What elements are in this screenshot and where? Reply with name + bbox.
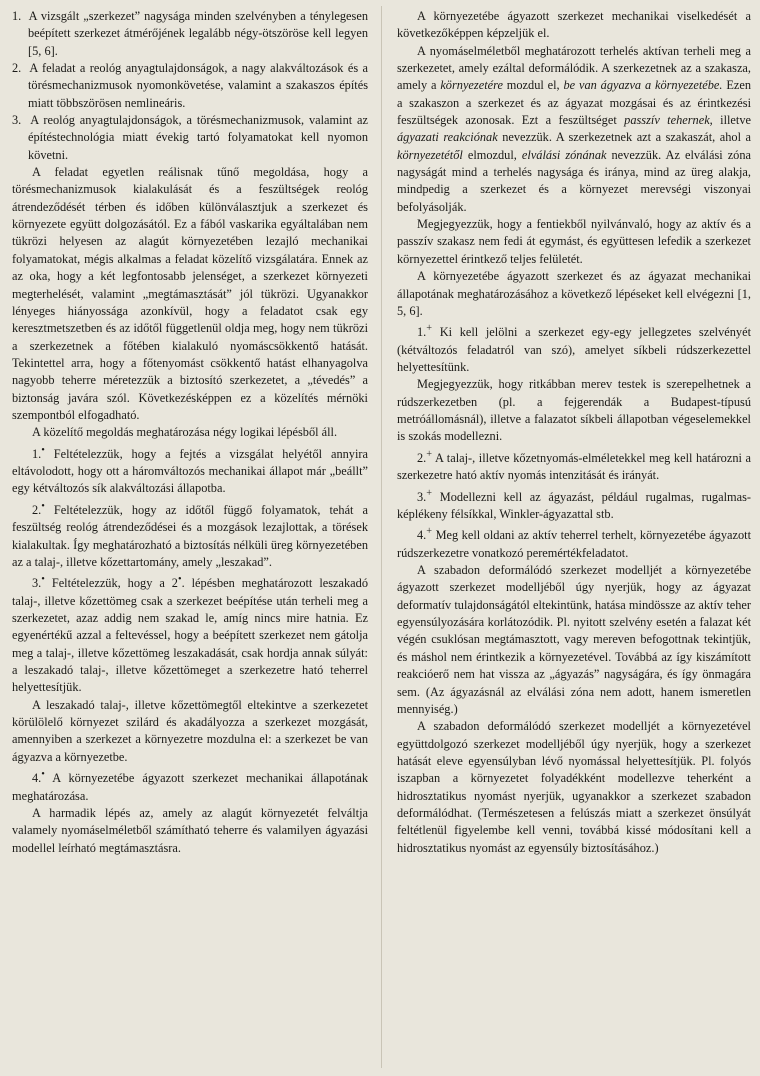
left_column-paragraph-8: 3.• Feltételezzük, hogy a 2•. lépésben meghatározott leszakadó talaj-, illetve kőzettömeg csak a szerkezet beépítése után terheli meg a szerkezetet, azaz addig nem szakad le, amíg nincs mire hatnia. Ez egyenértékű azzal a feltevéssel, hogy a beépített szerkezet nem gátolja meg a talaj-, illetve kőzettömeg leszakadását, csak hordja annak súlyát: a leszakadó talaj-, illetve kőzettömeget a szerkezetre ható teherrel helyettesítjük. xyxy=(12,574,368,695)
right_column-paragraph-2: A nyomáselméletből meghatározott terhelés aktívan terheli meg a szerkezetet, amely ezáltal deformálódik. A szerkezetnek az a szakasza, amely a környezetére mozdul el, be van ágyazva a környezetébe. Ezen a szakaszon a szerkezet és az ágyazat mozgásai és az érintkezési feszültségek azonosak. Ezt a feszültséget passzív tehernek, illetve ágyazati reakciónak nevezzük. A szerkezetnek azt a szakaszát, ahol a környezetétől elmozdul, elválási zónának nevezzük. Az elválási zóna nagyságát mind a terhelés nagysága és iránya, mind az üreg alakja, mindpedig a szerkezet és a környezet merevségi viszonyai befolyásolják. xyxy=(397,43,752,214)
left_column-paragraph-11: A harmadik lépés az, amely az alagút környezetét felváltja valamely nyomáselméletből számítható teherre és valamilyen ágyazási modellel leírható megtámasztásra. xyxy=(12,805,368,855)
right_column-paragraph-1: A környezetébe ágyazott szerkezet mechanikai viselkedését a következőképpen képzeljük el. xyxy=(397,9,751,41)
right_column-paragraph-10: A szabadon deformálódó szerkezet modelljét a környezetébe ágyazott szerkezet modelljéből úgy nyerjük, hogy az ágyazat deformatív tulajdonságától eltekintünk, hatása mindössze az aktív teher egyensúlyozására korlátozódik. Pl. nyitott szelvény esetén a falazat két végén csuklósan megtámasztott, vagy mereven befogottnak tekintjük, és máshol nem érintkezik a környezetével. Továbbá az így kiszámított reakcióerő nem hat vissza az „ágyazás” nagyságára, és így önmagára sem. (Az ágyazásnál az elválási zóna nem adott, hanem ismeretlen mennyiség.) xyxy=(397,563,751,716)
right-column xyxy=(397,8,751,857)
left_column-paragraph-5: A közelítő megoldás meghatározása négy logikai lépésből áll. xyxy=(32,425,338,440)
left_column-paragraph-9: A leszakadó talaj-, illetve kőzettömegtől eltekintve a szerkezetet körülölelő környezet szilárd és akadályozza a szerkezet mozgását, amennyiben a szerkezet a környezetre mozdulna el: a szerkezet be van ágyazva a környezetbe. xyxy=(12,697,368,764)
left-column xyxy=(12,8,368,857)
left_column-paragraph-6: 1.• Feltételezzük, hogy a fejtés a vizsgálat helyétől annyira eltávolodott, hogy ott a háromváltozós mechanikai állapot már „beállt” egy kétváltozós sík alakváltozási állapotba. xyxy=(12,444,368,496)
right_column-paragraph-5: 1.+ Ki kell jelölni a szerkezet egy-egy jellegzetes szelvényét (kétváltozós feladatról van szó), amelyet síkbeli rúdszerkezettel helyettesítünk. xyxy=(397,323,751,374)
right_column-paragraph-4: A környezetébe ágyazott szerkezet és az ágyazat mechanikai állapotának meghatározásához a következő lépéseket kell elvégezni [1, 5, 6]. xyxy=(397,269,751,318)
right_column-paragraph-8: 3.+ Modellezni kell az ágyazást, például rugalmas, rugalmas-képlékeny félsíkkal, Winkler-ágyazattal stb. xyxy=(397,487,751,521)
right_column-paragraph-6: Megjegyezzük, hogy ritkábban merev testek is szerepelhetnek a rúdszerkezetben (pl. a fejgerendák a Budapest-típusú metróállomásnál), illetve a falazatot síkbeli állapotban végeselemekkel is szokás modellezni. xyxy=(397,377,751,444)
right_column-paragraph-11: A szabadon deformálódó szerkezet modelljét a környezetével együttdolgozó szerkezet modelljéből úgy nyerjük, hogy a szerkezet hatását eleve egyensúlyban lévő nyomással helyettesítjük. Pl. folyós iszapban a környezetet folyadékként modellezve teherként a hidrosztatikus nyomást nyerjük, ugyanakkor a szerkezet szabadon deformálódhat. (Természetesen a felúszás miatt a szerkezet önsúlyát feltétlenül figyelembe kell venni, továbbá kissé módosítani kell a hidrosztatikus nyomást az egyensúly biztosításához.) xyxy=(397,719,751,855)
left_column-paragraph-1: 1. A vizsgált „szerkezet” nagysága minden szelvényben a ténylegesen beépített szerkezet átmérőjének legalább négy-ötszöröse kell legyen [5, 6]. xyxy=(12,9,368,58)
column-divider xyxy=(381,6,382,1068)
left_column-paragraph-3: 3. A reológ anyagtulajdonságok, a törésmechanizmusok, valamint az építéstechnológia miatt évekig tartó folyamatokat kell nyomon követni. xyxy=(12,113,368,162)
right_column-paragraph-7: 2.+ A talaj-, illetve kőzetnyomás-elméletekkel meg kell határozni a szerkezetre ható aktív nyomás intenzitását és irányát. xyxy=(397,448,751,483)
left_column-paragraph-2: 2. A feladat a reológ anyagtulajdonságok, a nagy alakváltozások és a törésmechanizmusok nyomonkövetése, valamint a szakaszos építés miatt többszörösen nemlineáris. xyxy=(12,61,368,110)
right_column-paragraph-9: 4.+ Meg kell oldani az aktív teherrel terhelt, környezetébe ágyazott rúdszerkezetre vonatkozó peremértékfeladatot. xyxy=(397,526,751,560)
left_column-paragraph-7: 2.• Feltételezzük, hogy az időtől függő folyamatok, tehát a feszültség reológ átrendeződései és a mozgások lezajlottak, a törések kialakultak. Így meghatározható a biztosítás nélküli üreg környezetében az a talaj-, illetve kőzettartomány, amely „leszakad”. xyxy=(12,500,368,569)
left_column-paragraph-4: A feladat egyetlen reálisnak tűnő megoldása, hogy a törésmechanizmusok kialakulását és a feszültségek reológ átrendeződését térben és időben különválasztjuk a szerkezet és környezete együtt dolgozásától. Ez a fából vaskarika egyáltalában nem tükrözi helyesen az alagút környezetében lezajló mechanikai folyamatokat, mégis alkalmas a feladat közelítő vizsgálatára. Ennek az az oka, hogy a két legfontosabb jelenséget, a szerkezet környezeti megterhelését, valamint „megtámasztását” jól tükrözi. Ugyanakkor lényeges hiányossága azonkívül, hogy a feladatot csak egy keresztmetszetben és az időtől függetlenül oldja meg, hogy nem tükrözi a szerkezetnek a főtében kialakuló nyomáscsökkentő hatását. Tekintettel arra, hogy a főtenyomást csökkentő hatást elhanyagolva nagyobb teherre méretezzük a biztosító szerkezetet, a „tévedés” a biztonság javára szól. Következésképpen ez a közelítés mérnöki szempontból elfogadható. xyxy=(12,165,368,422)
left_column-paragraph-10: 4.• A környezetébe ágyazott szerkezet mechanikai állapotának meghatározása. xyxy=(12,769,368,803)
right_column-paragraph-3: Megjegyezzük, hogy a fentiekből nyilvánvaló, hogy az aktív és a passzív szakasz nem fedi át egymást, és együttesen lefedik a szerkezet környezettel érintkező teljes felületét. xyxy=(397,217,751,266)
